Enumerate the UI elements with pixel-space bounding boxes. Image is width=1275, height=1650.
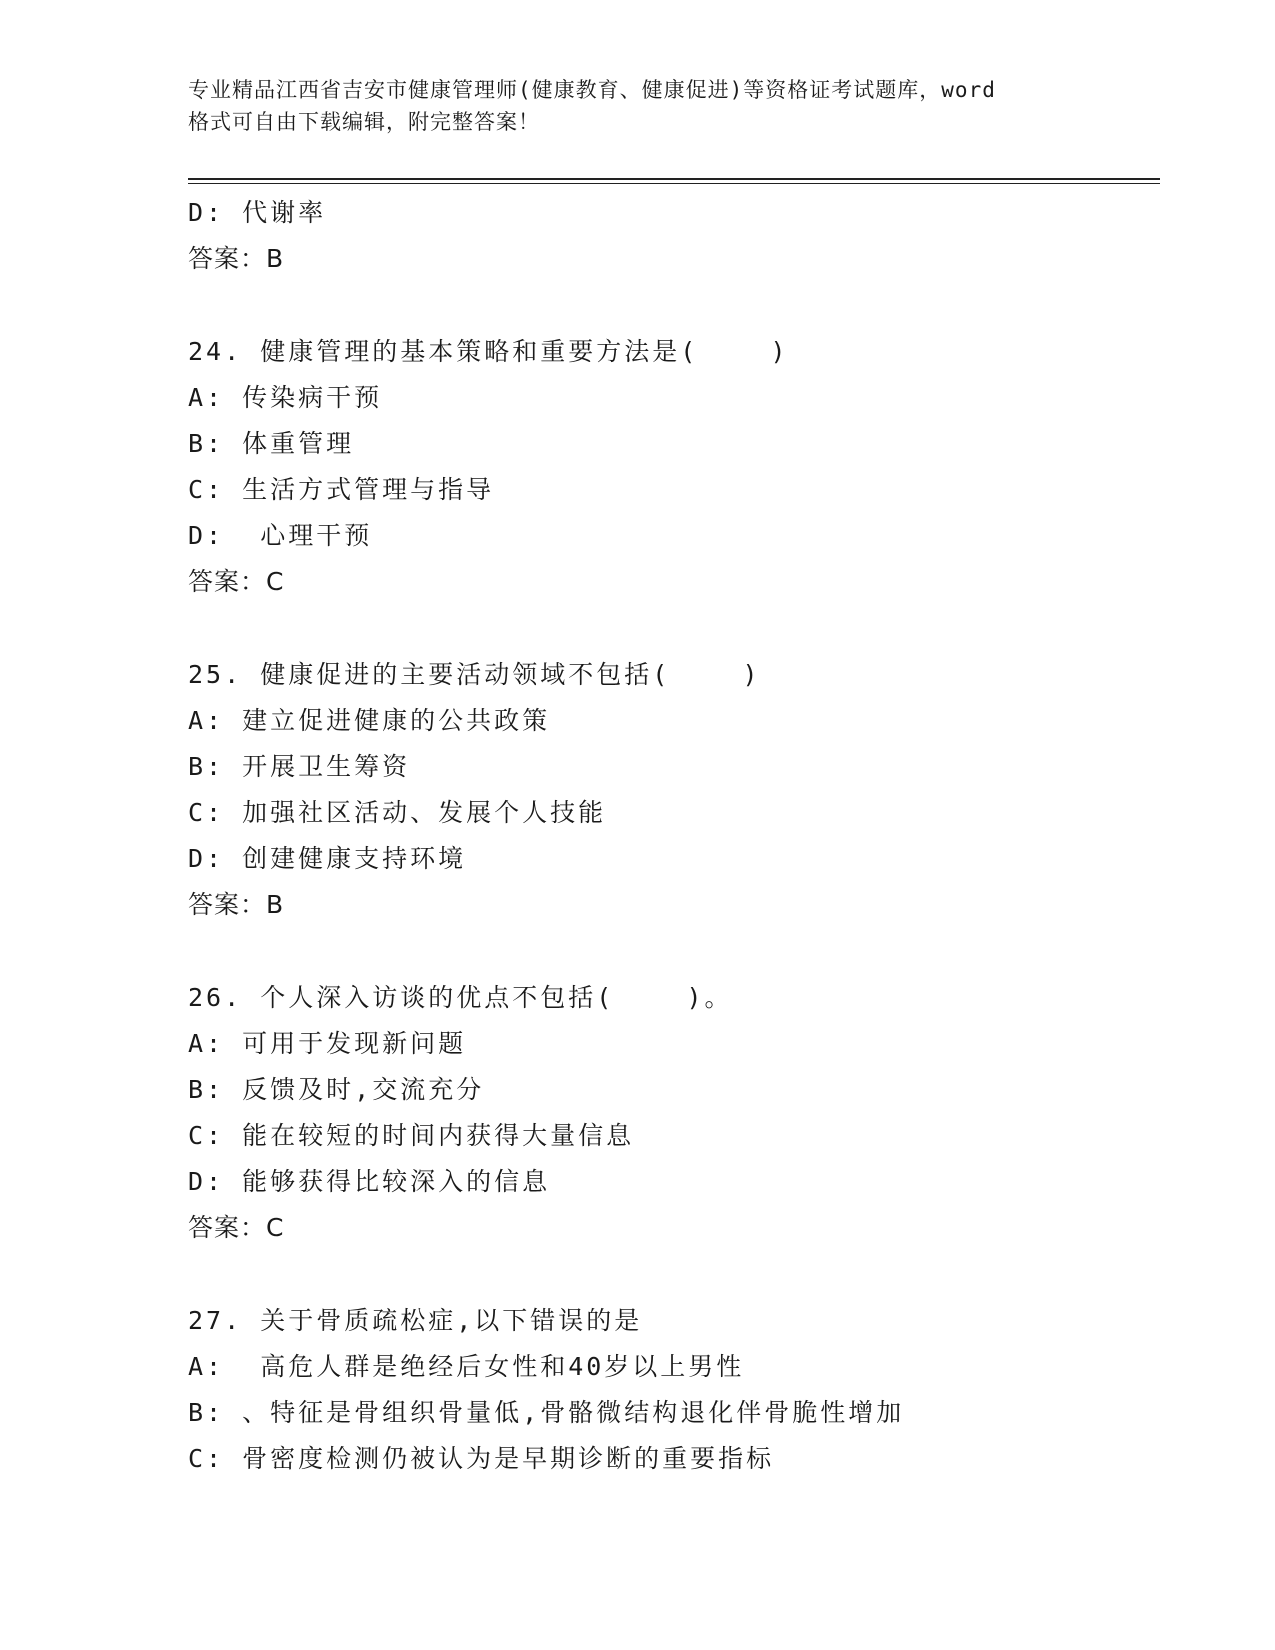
answer-line: 答案：C	[188, 567, 285, 596]
header-rule-thin	[188, 183, 1160, 184]
answer-line: 答案：C	[188, 1213, 285, 1242]
option-d: D: 能够获得比较深入的信息	[188, 1167, 551, 1196]
question-stem: 27. 关于骨质疏松症,以下错误的是	[188, 1306, 643, 1335]
answer-line: 答案：B	[188, 244, 285, 273]
document-header	[188, 74, 1088, 138]
question-stem: 26. 个人深入访谈的优点不包括( )。	[188, 983, 733, 1012]
option-a: A: 可用于发现新问题	[188, 1029, 467, 1058]
option-b: B: 体重管理	[188, 429, 355, 458]
option-c: C: 骨密度检测仍被认为是早期诊断的重要指标	[188, 1444, 775, 1473]
option-b: B: 、特征是骨组织骨量低,骨骼微结构退化伴骨脆性增加	[188, 1398, 905, 1427]
option-a: A: 建立促进健康的公共政策	[188, 706, 551, 735]
question-25	[188, 652, 1160, 928]
question-list	[188, 190, 1160, 1482]
question-stem: 24. 健康管理的基本策略和重要方法是( )	[188, 337, 789, 366]
option-a: A: 传染病干预	[188, 383, 383, 412]
option-b: B: 反馈及时,交流充分	[188, 1075, 485, 1104]
header-rule-thick	[188, 178, 1160, 180]
option-b: B: 开展卫生筹资	[188, 752, 411, 781]
option-d: D: 代谢率	[188, 198, 327, 227]
header-line-2: 格式可自由下载编辑，附完整答案！	[188, 110, 540, 134]
header-line-1: 专业精品江西省吉安市健康管理师(健康教育、健康促进)等资格证考试题库，word	[188, 78, 996, 102]
option-c: C: 加强社区活动、发展个人技能	[188, 798, 607, 827]
option-c: C: 能在较短的时间内获得大量信息	[188, 1121, 635, 1150]
option-d: D: 创建健康支持环境	[188, 844, 467, 873]
option-a: A: 高危人群是绝经后女性和40岁以上男性	[188, 1352, 745, 1381]
question-26	[188, 975, 1160, 1251]
option-c: C: 生活方式管理与指导	[188, 475, 495, 504]
question-27	[188, 1298, 1160, 1482]
question-24	[188, 329, 1160, 605]
answer-line: 答案：B	[188, 890, 285, 919]
question-stem: 25. 健康促进的主要活动领域不包括( )	[188, 660, 761, 689]
option-d: D: 心理干预	[188, 521, 373, 550]
